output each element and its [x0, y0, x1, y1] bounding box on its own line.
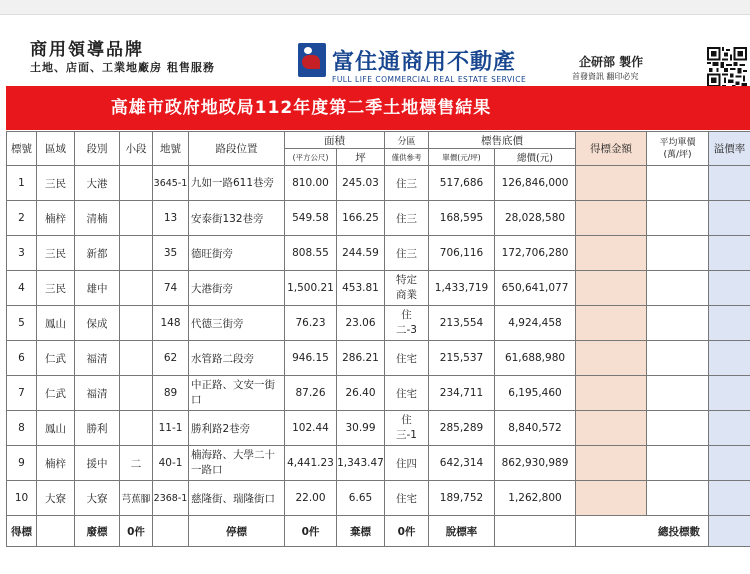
summary-total-bids-label: 總投標數 [576, 516, 709, 547]
cell-avg-unit-price [647, 201, 709, 236]
cell-no: 8 [7, 411, 37, 446]
cell-area-ping: 6.65 [337, 481, 385, 516]
cell-avg-unit-price [647, 376, 709, 411]
cell-total-price: 4,924,458 [495, 306, 576, 341]
cell-lot: 13 [153, 201, 189, 236]
cell-area-ping: 26.40 [337, 376, 385, 411]
cell-subsection [120, 306, 153, 341]
cell-avg-unit-price [647, 411, 709, 446]
summary-forfeited-count: 0件 [385, 516, 429, 547]
cell-avg-unit-price [647, 271, 709, 306]
cell-unit-price: 1,433,719 [429, 271, 495, 306]
cell-total-price: 126,846,000 [495, 166, 576, 201]
summary-row [7, 516, 750, 547]
cell-subsection [120, 201, 153, 236]
producer-credit: 企研部 製作 [579, 55, 644, 69]
cell-total-price: 172,706,280 [495, 236, 576, 271]
cell-winning-bid [576, 341, 647, 376]
cell-district: 楠梓 [37, 446, 75, 481]
cell-subsection: 芎蕉腳 [120, 481, 153, 516]
cell-avg-unit-price [647, 341, 709, 376]
cell-no: 2 [7, 201, 37, 236]
cell-avg-unit-price [647, 166, 709, 201]
cell-area-m2: 4,441.23 [285, 446, 337, 481]
cell-total-price: 28,028,580 [495, 201, 576, 236]
col-unit-price: 單價(元/坪) [429, 149, 495, 166]
cell-lot: 148 [153, 306, 189, 341]
cell-zoning: 住宅 [385, 481, 429, 516]
col-area: 面積 [285, 132, 385, 149]
cell-district: 鳳山 [37, 306, 75, 341]
cell-no: 1 [7, 166, 37, 201]
cell-location: 中正路、文安一街口 [189, 376, 285, 411]
cell-district: 鳳山 [37, 411, 75, 446]
cell-section: 雄中 [75, 271, 120, 306]
cell-avg-unit-price [647, 481, 709, 516]
summary-suspended-label: 停標 [189, 516, 285, 547]
cell-area-m2: 808.55 [285, 236, 337, 271]
cell-zoning: 住宅 [385, 341, 429, 376]
cell-premium-rate [709, 271, 750, 306]
cell-premium-rate [709, 166, 750, 201]
cell-no: 7 [7, 376, 37, 411]
cell-lot: 35 [153, 236, 189, 271]
cell-location: 德旺街旁 [189, 236, 285, 271]
summary-abandoned-count: 0件 [120, 516, 153, 547]
cell-location: 勝利路2巷旁 [189, 411, 285, 446]
cell-section: 大港 [75, 166, 120, 201]
cell-total-price: 8,840,572 [495, 411, 576, 446]
page-header [6, 15, 750, 85]
summary-forfeited-label: 棄標 [337, 516, 385, 547]
cell-area-m2: 76.23 [285, 306, 337, 341]
cell-subsection [120, 341, 153, 376]
table-row [7, 446, 750, 481]
cell-section: 福清 [75, 341, 120, 376]
cell-subsection: 二 [120, 446, 153, 481]
table-row [7, 376, 750, 411]
cell-winning-bid [576, 446, 647, 481]
cell-no: 5 [7, 306, 37, 341]
cell-area-ping: 30.99 [337, 411, 385, 446]
company-english-name: FULL LIFE COMMERCIAL REAL ESTATE SERVICE [332, 75, 527, 84]
cell-total-price: 862,930,989 [495, 446, 576, 481]
cell-area-m2: 102.44 [285, 411, 337, 446]
cell-premium-rate [709, 236, 750, 271]
cell-total-price: 61,688,980 [495, 341, 576, 376]
col-base-price: 標售底價 [429, 132, 576, 149]
cell-district: 三民 [37, 166, 75, 201]
col-avg-unit-price [647, 132, 709, 166]
col-total-price: 總價(元) [495, 149, 576, 166]
cell-avg-unit-price [647, 306, 709, 341]
table-row [7, 236, 750, 271]
summary-blank [153, 516, 189, 547]
cell-district: 楠梓 [37, 201, 75, 236]
cell-unit-price: 215,537 [429, 341, 495, 376]
company-name: 富住通商用不動產 [332, 50, 517, 75]
cell-zoning: 住三 [385, 166, 429, 201]
cell-district: 三民 [37, 236, 75, 271]
cell-avg-unit-price [647, 446, 709, 481]
cell-lot: 40-1 [153, 446, 189, 481]
cell-no: 3 [7, 236, 37, 271]
cell-zoning: 住宅 [385, 376, 429, 411]
cell-area-m2: 22.00 [285, 481, 337, 516]
cell-unit-price: 213,554 [429, 306, 495, 341]
cell-lot: 3645-1 [153, 166, 189, 201]
cell-section: 勝利 [75, 411, 120, 446]
cell-area-m2: 810.00 [285, 166, 337, 201]
cell-premium-rate [709, 446, 750, 481]
cell-winning-bid [576, 376, 647, 411]
cell-total-price: 650,641,077 [495, 271, 576, 306]
col-location: 路段位置 [189, 132, 285, 166]
summary-total-bids-value [709, 516, 750, 547]
cell-unit-price: 168,595 [429, 201, 495, 236]
col-premium-rate: 溢價率 [709, 132, 750, 166]
cell-premium-rate [709, 411, 750, 446]
cell-winning-bid [576, 306, 647, 341]
col-district: 區域 [37, 132, 75, 166]
table-row [7, 271, 750, 306]
table-row [7, 481, 750, 516]
cell-location: 代德三街旁 [189, 306, 285, 341]
summary-abandoned-label: 廢標 [75, 516, 120, 547]
summary-unsold-rate-label: 脫標率 [429, 516, 495, 547]
copyright-note: 首發資訊 翻印必究 [572, 72, 639, 81]
cell-unit-price: 285,289 [429, 411, 495, 446]
company-logo-icon [298, 43, 326, 77]
header-row-1 [7, 132, 750, 149]
page-title: 高雄市政府地政局112年度第二季土地標售結果 [110, 98, 492, 118]
cell-winning-bid [576, 271, 647, 306]
cell-area-m2: 87.26 [285, 376, 337, 411]
cell-winning-bid [576, 201, 647, 236]
col-area-m2: (平方公尺) [285, 149, 337, 166]
cell-lot: 74 [153, 271, 189, 306]
cell-premium-rate [709, 201, 750, 236]
col-zoning-note: 僅供參考 [385, 149, 429, 166]
cell-no: 10 [7, 481, 37, 516]
cell-district: 仁武 [37, 341, 75, 376]
cell-subsection [120, 271, 153, 306]
title-banner [6, 86, 750, 130]
col-lot: 地號 [153, 132, 189, 166]
cell-lot: 89 [153, 376, 189, 411]
land-auction-table [6, 131, 750, 547]
cell-section: 清楠 [75, 201, 120, 236]
cell-no: 6 [7, 341, 37, 376]
cell-location: 大港街旁 [189, 271, 285, 306]
cell-unit-price: 517,686 [429, 166, 495, 201]
cell-lot: 11-1 [153, 411, 189, 446]
cell-subsection [120, 411, 153, 446]
cell-area-m2: 1,500.21 [285, 271, 337, 306]
cell-premium-rate [709, 481, 750, 516]
cell-district: 三民 [37, 271, 75, 306]
cell-avg-unit-price [647, 236, 709, 271]
cell-section: 大寮 [75, 481, 120, 516]
cell-area-ping: 23.06 [337, 306, 385, 341]
cell-area-ping: 245.03 [337, 166, 385, 201]
cell-location: 水管路二段旁 [189, 341, 285, 376]
cell-zoning: 住三 [385, 201, 429, 236]
cell-lot: 2368-1 [153, 481, 189, 516]
cell-zoning: 住四 [385, 446, 429, 481]
summary-won-count [37, 516, 75, 547]
cell-subsection [120, 236, 153, 271]
cell-winning-bid [576, 481, 647, 516]
summary-won-label: 得標 [7, 516, 37, 547]
cell-section: 福清 [75, 376, 120, 411]
cell-district: 仁武 [37, 376, 75, 411]
cell-zoning: 住二-3 [385, 306, 429, 341]
cell-winning-bid [576, 411, 647, 446]
cell-winning-bid [576, 166, 647, 201]
table-row [7, 201, 750, 236]
col-zoning: 分區 [385, 132, 429, 149]
cell-zoning: 住三-1 [385, 411, 429, 446]
cell-subsection [120, 376, 153, 411]
cell-lot: 62 [153, 341, 189, 376]
cell-premium-rate [709, 376, 750, 411]
cell-location: 楠海路、大學二十一路口 [189, 446, 285, 481]
cell-location: 九如一路611巷旁 [189, 166, 285, 201]
summary-suspended-count: 0件 [285, 516, 337, 547]
col-section: 段別 [75, 132, 120, 166]
col-winning-bid: 得標金額 [576, 132, 647, 166]
cell-section: 保成 [75, 306, 120, 341]
cell-district: 大寮 [37, 481, 75, 516]
cell-area-ping: 453.81 [337, 271, 385, 306]
brand-subtitle: 土地、店面、工業地廠房 租售服務 [30, 61, 215, 74]
cell-area-ping: 1,343.47 [337, 446, 385, 481]
table-row [7, 306, 750, 341]
cell-unit-price: 642,314 [429, 446, 495, 481]
col-subsection: 小段 [120, 132, 153, 166]
table-row [7, 341, 750, 376]
cell-location: 安泰街132巷旁 [189, 201, 285, 236]
table-body [7, 166, 750, 516]
cell-area-ping: 286.21 [337, 341, 385, 376]
col-avg-unit-price-unit: (萬/坪) [663, 149, 692, 160]
table-row [7, 166, 750, 201]
qr-code-icon [706, 47, 748, 87]
cell-no: 9 [7, 446, 37, 481]
brand-title: 商用領導品牌 [30, 40, 144, 60]
cell-total-price: 6,195,460 [495, 376, 576, 411]
cell-zoning: 住三 [385, 236, 429, 271]
cell-section: 新都 [75, 236, 120, 271]
table-row [7, 411, 750, 446]
col-no: 標號 [7, 132, 37, 166]
cell-premium-rate [709, 341, 750, 376]
cell-area-ping: 166.25 [337, 201, 385, 236]
cell-zoning: 特定商業 [385, 271, 429, 306]
summary-unsold-rate-value [495, 516, 576, 547]
cell-area-m2: 946.15 [285, 341, 337, 376]
top-strip [0, 0, 750, 15]
cell-unit-price: 706,116 [429, 236, 495, 271]
cell-section: 援中 [75, 446, 120, 481]
cell-winning-bid [576, 236, 647, 271]
cell-unit-price: 234,711 [429, 376, 495, 411]
cell-subsection [120, 166, 153, 201]
col-area-ping: 坪 [337, 149, 385, 166]
cell-area-m2: 549.58 [285, 201, 337, 236]
cell-no: 4 [7, 271, 37, 306]
cell-unit-price: 189,752 [429, 481, 495, 516]
cell-premium-rate [709, 306, 750, 341]
cell-location: 慈隆街、瑞隆街口 [189, 481, 285, 516]
col-avg-unit-price-label: 平均單價 [659, 137, 696, 148]
cell-total-price: 1,262,800 [495, 481, 576, 516]
cell-area-ping: 244.59 [337, 236, 385, 271]
